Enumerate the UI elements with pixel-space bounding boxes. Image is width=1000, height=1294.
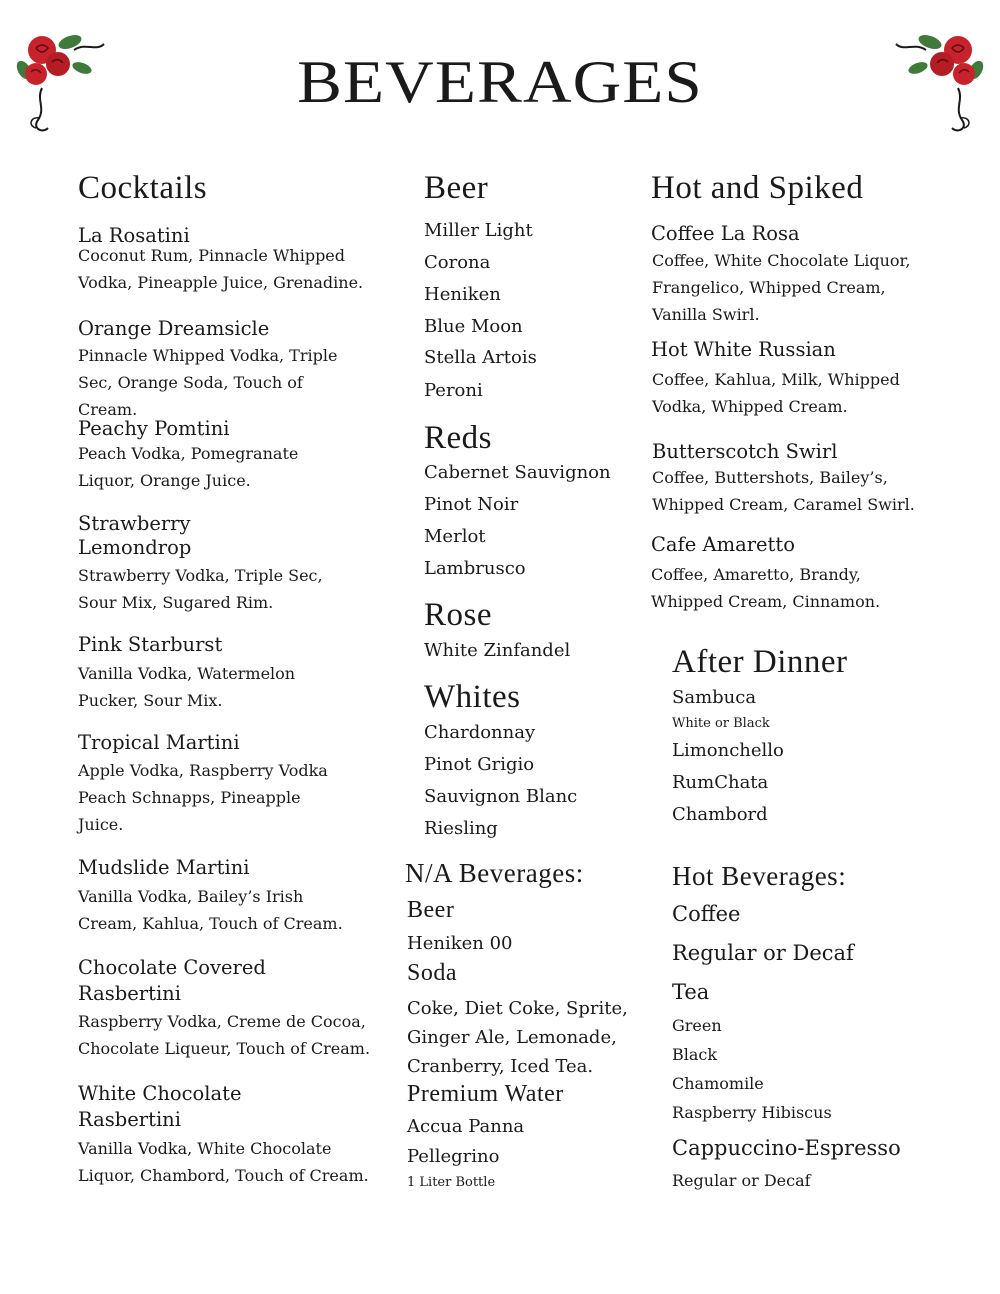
beer-item: Corona	[424, 252, 491, 273]
na-water-note: 1 Liter Bottle	[407, 1175, 496, 1190]
na-beverages-heading: N/A Beverages:	[405, 858, 584, 888]
cocktail-name: Chocolate Covered Rasbertini	[78, 956, 266, 1005]
cocktail-desc: Vanilla Vodka, Watermelon Pucker, Sour Mix.	[78, 664, 296, 710]
na-soda-items: Coke, Diet Coke, Sprite, Ginger Ale, Lemonade, Cranberry, Iced Tea.	[407, 998, 628, 1077]
page-title: BEVERAGES	[297, 49, 703, 115]
cocktail-name: White Chocolate Rasbertini	[78, 1082, 242, 1131]
rose-wine-item: White Zinfandel	[424, 640, 571, 661]
beer-item: Peroni	[424, 380, 483, 401]
hot-spiked-name: Hot White Russian	[651, 338, 836, 361]
cocktail-desc: Strawberry Vodka, Triple Sec, Sour Mix, Sugared Rim.	[78, 566, 323, 612]
cocktail-desc: Apple Vodka, Raspberry Vodka Peach Schnapps, Pineapple Juice.	[78, 761, 328, 834]
tea-option: Raspberry Hibiscus	[672, 1103, 832, 1122]
cocktail-name: La Rosatini	[78, 224, 190, 247]
hot-beverages-heading: Hot Beverages:	[672, 861, 847, 891]
tea-option: Black	[672, 1045, 718, 1064]
na-beer-heading: Beer	[407, 897, 455, 923]
beer-item: Heniken	[424, 284, 501, 305]
hot-spiked-name: Cafe Amaretto	[651, 533, 795, 556]
cocktail-name: Strawberry Lemondrop	[78, 512, 192, 559]
beer-item: Stella Artois	[424, 347, 537, 368]
beer-item: Blue Moon	[424, 316, 523, 337]
beer-heading: Beer	[424, 170, 489, 206]
red-wine-item: Lambrusco	[424, 558, 526, 579]
hot-bev-item: Cappuccino-Espresso	[672, 1136, 901, 1160]
hot-bev-option: Regular or Decaf	[672, 941, 854, 965]
cocktail-name: Peachy Pomtini	[78, 417, 230, 440]
whites-heading: Whites	[424, 679, 521, 715]
after-dinner-note: White or Black	[672, 716, 770, 731]
cocktail-name: Orange Dreamsicle	[78, 317, 270, 340]
na-water-heading: Premium Water	[407, 1081, 564, 1107]
cocktail-desc: Vanilla Vodka, Bailey’s Irish Cream, Kahlua, Touch of Cream.	[78, 887, 343, 933]
cocktail-name: Pink Starburst	[78, 633, 223, 656]
white-wine-item: Riesling	[424, 818, 498, 839]
after-dinner-item: Sambuca	[672, 687, 757, 708]
cocktail-desc: Vanilla Vodka, White Chocolate Liquor, Chambord, Touch of Cream.	[78, 1139, 369, 1185]
na-water-item: Accua Panna	[407, 1116, 525, 1137]
cocktail-desc: Pinnacle Whipped Vodka, Triple Sec, Orange Soda, Touch of Cream.	[78, 346, 338, 419]
hot-spiked-desc: Coffee, Amaretto, Brandy, Whipped Cream, Cinnamon.	[651, 565, 881, 611]
rose-heading: Rose	[424, 597, 492, 633]
cocktail-name: Tropical Martini	[78, 731, 240, 754]
tea-option: Chamomile	[672, 1074, 764, 1093]
cocktail-desc: Peach Vodka, Pomegranate Liquor, Orange Juice.	[78, 444, 299, 490]
after-dinner-item: Chambord	[672, 804, 768, 825]
white-wine-item: Pinot Grigio	[424, 754, 535, 775]
white-wine-item: Sauvignon Blanc	[424, 786, 578, 807]
red-wine-item: Pinot Noir	[424, 494, 519, 515]
hot-spiked-desc: Coffee, Kahlua, Milk, Whipped Vodka, Whipped Cream.	[652, 370, 900, 416]
cocktail-desc: Raspberry Vodka, Creme de Cocoa, Chocolate Liqueur, Touch of Cream.	[78, 1012, 371, 1058]
hot-bev-option: Regular or Decaf	[672, 1171, 811, 1190]
white-wine-item: Chardonnay	[424, 722, 536, 743]
hot-bev-item: Tea	[672, 980, 710, 1004]
after-dinner-item: RumChata	[672, 772, 769, 793]
beer-item: Miller Light	[424, 220, 533, 241]
hot-spiked-desc: Coffee, White Chocolate Liquor, Frangelico, Whipped Cream, Vanilla Swirl.	[652, 251, 911, 324]
cocktail-desc: Coconut Rum, Pinnacle Whipped Vodka, Pineapple Juice, Grenadine.	[78, 246, 364, 292]
hot-spiked-name: Butterscotch Swirl	[652, 440, 838, 463]
hot-bev-item: Coffee	[672, 902, 741, 926]
cocktails-heading: Cocktails	[78, 170, 208, 206]
hot-spiked-desc: Coffee, Buttershots, Bailey’s, Whipped Cream, Caramel Swirl.	[652, 468, 915, 514]
red-wine-item: Merlot	[424, 526, 486, 547]
after-dinner-item: Limonchello	[672, 740, 784, 761]
na-soda-heading: Soda	[407, 960, 457, 986]
hot-spiked-name: Coffee La Rosa	[651, 222, 800, 245]
na-beer-item: Heniken 00	[407, 933, 513, 954]
na-water-item: Pellegrino	[407, 1146, 500, 1167]
after-dinner-heading: After Dinner	[672, 644, 848, 680]
cocktail-name: Mudslide Martini	[78, 856, 250, 879]
reds-heading: Reds	[424, 420, 492, 456]
tea-option: Green	[672, 1016, 722, 1035]
hot-spiked-heading: Hot and Spiked	[651, 170, 864, 206]
red-wine-item: Cabernet Sauvignon	[424, 462, 611, 483]
